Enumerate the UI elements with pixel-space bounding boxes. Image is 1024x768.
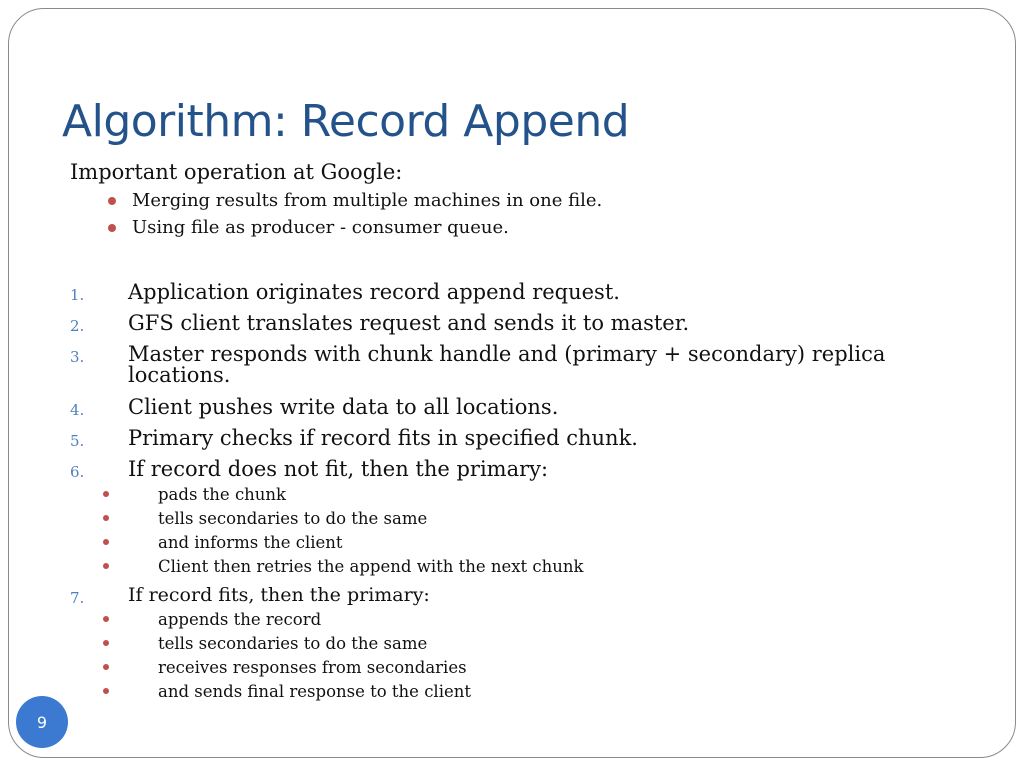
step-number: 2.	[70, 317, 85, 335]
intro-point-text: Using file as producer - consumer queue.	[132, 217, 509, 238]
step-item	[70, 426, 948, 450]
step-number: 3.	[70, 348, 85, 366]
step-text: Application originates record append request.	[128, 280, 620, 304]
bullet-icon	[103, 664, 109, 670]
step-text: If record does not fit, then the primary:	[128, 457, 549, 481]
step-item	[70, 342, 948, 387]
detail-text: tells secondaries to do the same	[158, 509, 428, 528]
slide-title: Algorithm: Record Append	[62, 96, 630, 147]
step7-detail	[158, 610, 321, 629]
detail-text: and sends final response to the client	[158, 682, 472, 701]
step-text: Client pushes write data to all locations.	[128, 395, 559, 419]
bullet-icon	[103, 616, 109, 622]
intro-point	[132, 190, 602, 211]
bullet-icon	[103, 688, 109, 694]
step-item	[70, 395, 948, 419]
bullet-icon	[108, 197, 116, 205]
step-text: Master responds with chunk handle and (primary + secondary) replica locations.	[128, 342, 886, 387]
step6-detail	[158, 509, 427, 528]
step6-detail	[158, 485, 286, 504]
bullet-icon	[103, 539, 109, 545]
step-text: If record fits, then the primary:	[128, 584, 430, 606]
detail-text: and informs the client	[158, 533, 343, 552]
step7-detail	[158, 658, 467, 677]
step-text: GFS client translates request and sends it to master.	[128, 311, 690, 335]
intro-point-text: Merging results from multiple machines in one file.	[132, 190, 603, 211]
step-number: 7.	[70, 589, 85, 607]
detail-text: appends the record	[158, 610, 322, 629]
intro-point	[132, 217, 509, 238]
step-item	[70, 457, 948, 481]
step6-detail	[158, 533, 343, 552]
step-number: 6.	[70, 463, 85, 481]
detail-text: pads the chunk	[158, 485, 287, 504]
step7-detail	[158, 634, 427, 653]
step-number: 4.	[70, 401, 85, 419]
page-number	[16, 696, 68, 748]
step6-detail	[158, 557, 584, 576]
step-text: Primary checks if record fits in specified chunk.	[128, 426, 638, 450]
intro-heading: Important operation at Google:	[70, 160, 403, 184]
step-item	[70, 280, 948, 304]
step-number: 5.	[70, 432, 85, 450]
bullet-icon	[103, 640, 109, 646]
step7-detail	[158, 682, 471, 701]
step-item	[70, 584, 948, 607]
step-item	[70, 311, 948, 335]
page-number-text: 9	[36, 712, 48, 732]
detail-text: Client then retries the append with the next chunk	[158, 557, 584, 576]
step-number: 1.	[70, 286, 85, 304]
bullet-icon	[103, 563, 109, 569]
bullet-icon	[103, 491, 109, 497]
bullet-icon	[108, 224, 116, 232]
detail-text: receives responses from secondaries	[158, 658, 467, 677]
bullet-icon	[103, 515, 109, 521]
detail-text: tells secondaries to do the same	[158, 634, 428, 653]
